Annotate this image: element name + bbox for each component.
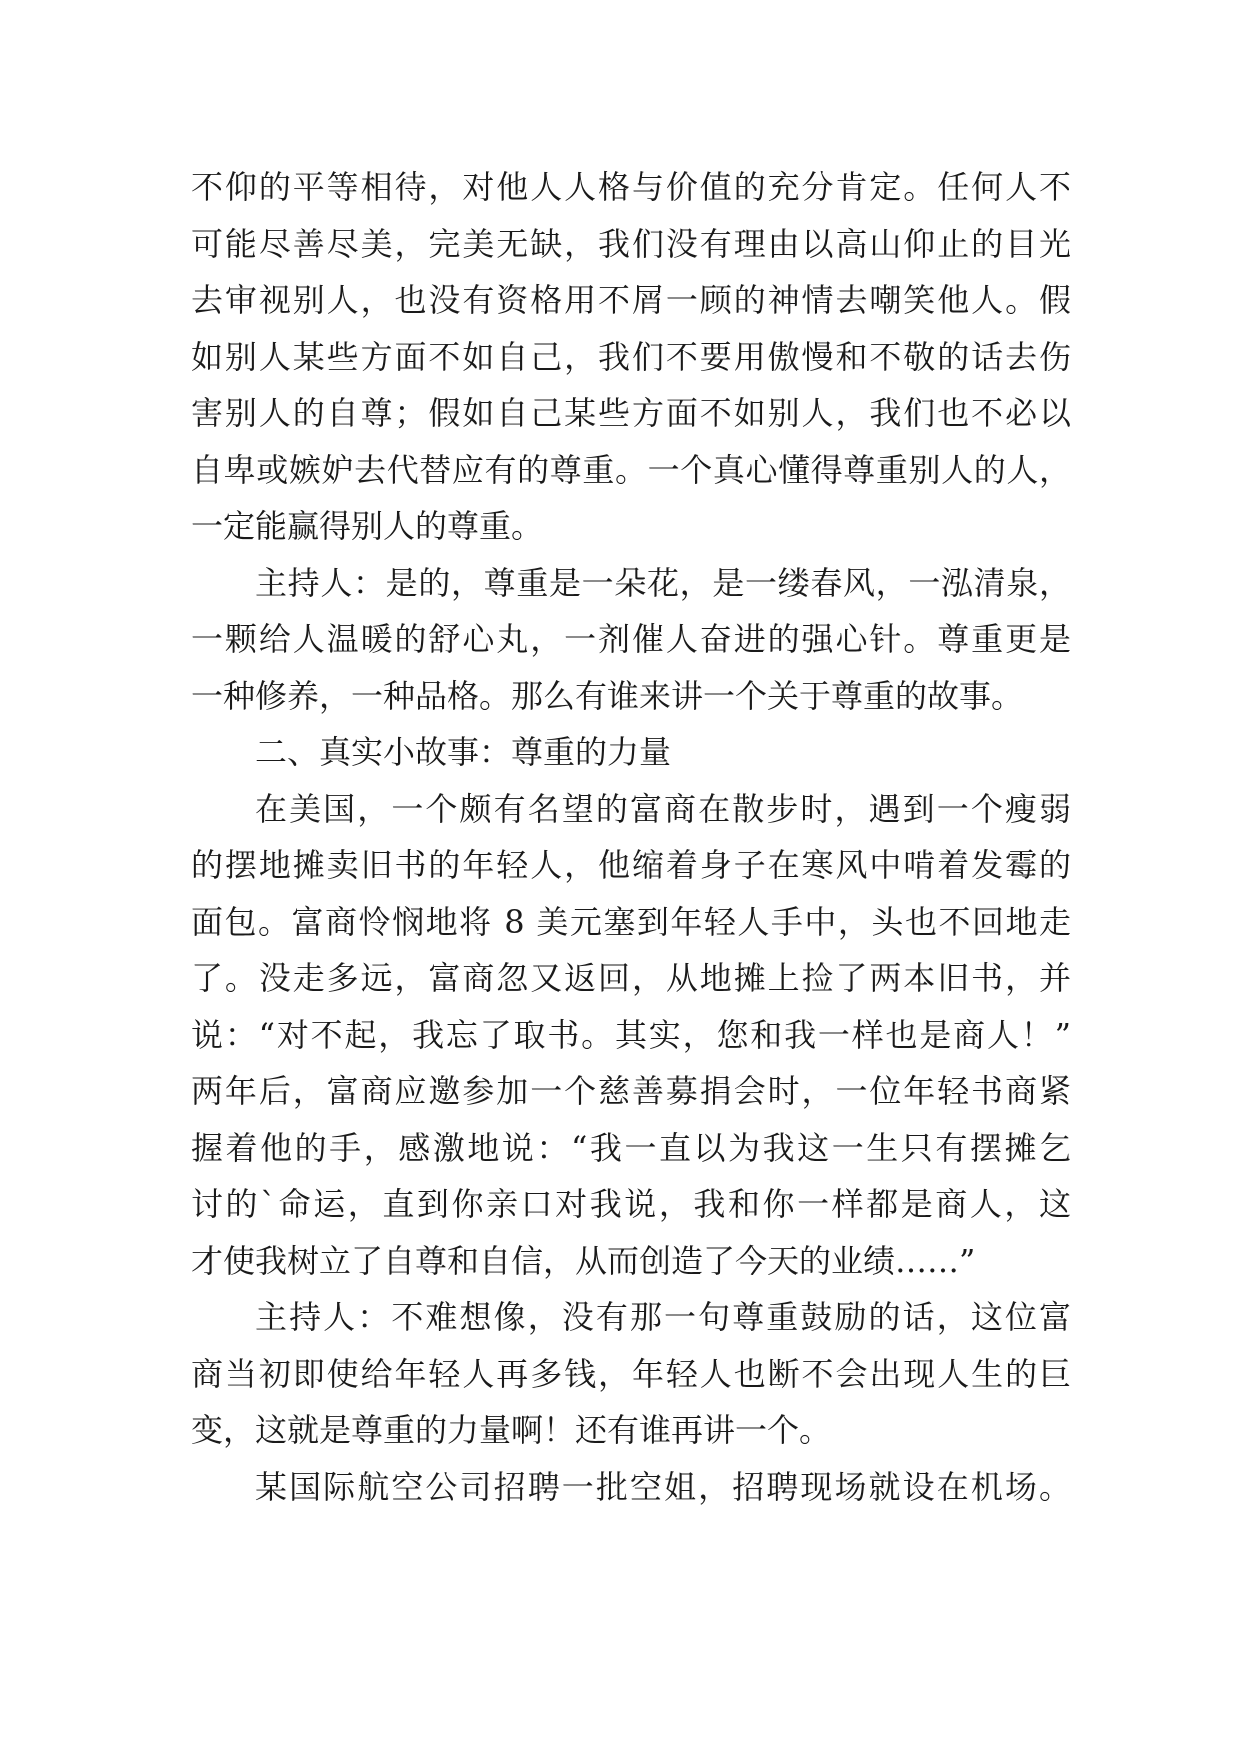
- text-line: 自卑或嫉妒去代替应有的尊重。一个真心懂得尊重别人的人，: [191, 450, 1071, 489]
- text-line: 在美国，一个颇有名望的富商在散步时，遇到一个瘦弱: [255, 789, 1071, 828]
- text-line: 的摆地摊卖旧书的年轻人，他缩着身子在寒风中啃着发霉的: [191, 846, 1071, 884]
- text-line: 握着他的手，感激地说：“我一直以为我这一生只有摆摊乞: [191, 1128, 1071, 1167]
- text-line: 一种修养，一种品格。那么有谁来讲一个关于尊重的故事。: [191, 676, 1024, 715]
- body-text: [191, 159, 1071, 1515]
- text-line: 讨的`命运，直到你亲口对我说，我和你一样都是商人，这: [191, 1185, 1071, 1223]
- text-line: 二、真实小故事：尊重的力量: [255, 733, 672, 771]
- text-line: 某国际航空公司招聘一批空姐，招聘现场就设在机场。: [255, 1467, 1071, 1506]
- text-line: 面包。富商怜悯地将 8 美元塞到年轻人手中，头也不回地走: [191, 902, 1071, 941]
- text-line: 了。没走多远，富商忽又返回，从地摊上捡了两本旧书，并: [191, 959, 1071, 997]
- text-line: 变，这就是尊重的力量啊！还有谁再讲一个。: [191, 1411, 832, 1449]
- text-line: 才使我树立了自尊和自信，从而创造了今天的业绩……”: [191, 1241, 976, 1280]
- text-line: 说：“对不起，我忘了取书。其实，您和我一样也是商人！”: [191, 1015, 1071, 1054]
- text-line: 可能尽善尽美，完美无缺，我们没有理由以高山仰止的目光: [191, 224, 1071, 263]
- text-line: 主持人：不难想像，没有那一句尊重鼓励的话，这位富: [255, 1298, 1071, 1336]
- text-line: 害别人的自尊；假如自己某些方面不如别人，我们也不必以: [191, 394, 1071, 432]
- text-line: 一颗给人温暖的舒心丸，一剂催人奋进的强心针。尊重更是: [191, 620, 1071, 658]
- text-line: 如别人某些方面不如自己，我们不要用傲慢和不敬的话去伤: [191, 337, 1071, 376]
- text-line: 去审视别人，也没有资格用不屑一顾的神情去嘲笑他人。假: [191, 281, 1071, 319]
- text-line: 两年后，富商应邀参加一个慈善募捐会时，一位年轻书商紧: [191, 1072, 1071, 1110]
- text-line: 一定能赢得别人的尊重。: [191, 507, 544, 545]
- text-line: 不仰的平等相待，对他人人格与价值的充分肯定。任何人不: [191, 168, 1071, 206]
- text-line: 主持人：是的，尊重是一朵花，是一缕春风，一泓清泉，: [255, 563, 1071, 602]
- text-line: 商当初即使给年轻人再多钱，年轻人也断不会出现人生的巨: [191, 1354, 1071, 1393]
